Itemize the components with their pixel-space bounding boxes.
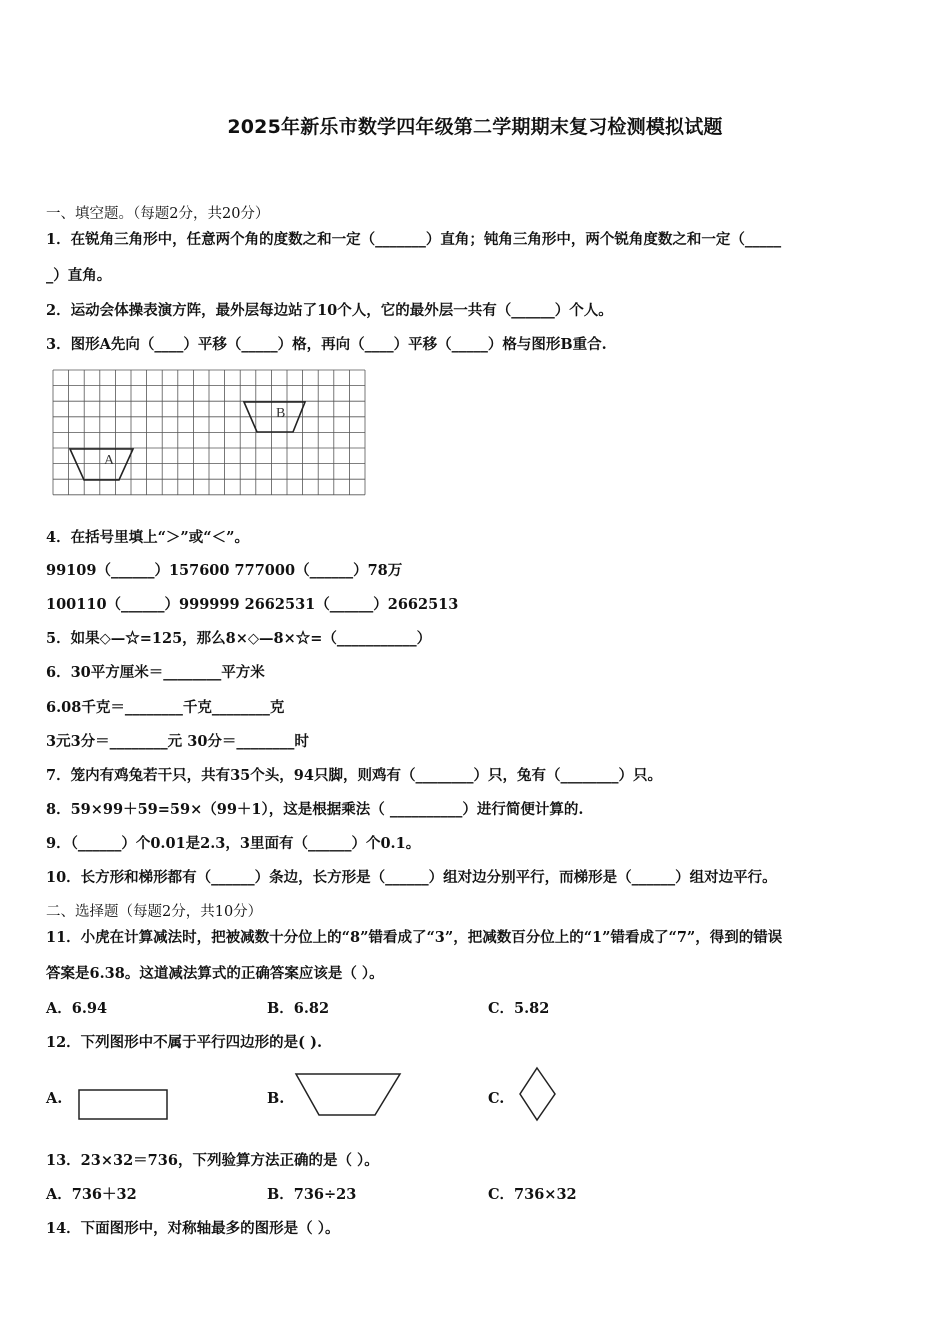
rhombus-shape — [518, 1066, 558, 1122]
question-11-option-c[interactable]: C．5.82 — [488, 1000, 550, 1017]
question-6-row-3: 3元3分＝________元 30分＝________时 — [46, 733, 309, 750]
section-fill-heading: 一、填空题。（每题2分，共20分） — [46, 206, 270, 222]
question-4-row-1: 99109（______）157600 777000（______）78万 — [46, 562, 403, 579]
question-13-option-a[interactable]: A．736＋32 — [46, 1186, 137, 1203]
question-6-row-1: 6．30平方厘米＝________平方米 — [46, 664, 265, 681]
question-13-option-b[interactable]: B．736÷23 — [267, 1186, 357, 1203]
question-13-option-c[interactable]: C．736×32 — [488, 1186, 577, 1203]
question-1-line-1: 1．在锐角三角形中，任意两个角的度数之和一定（_______）直角；钝角三角形中，两个锐角度数之和一定（_____ — [46, 231, 782, 248]
rectangle-shape — [78, 1089, 170, 1121]
question-2: 2．运动会体操表演方阵，最外层每边站了10个人，它的最外层一共有（______）个人。 — [46, 302, 613, 319]
question-8: 8．59×99＋59=59×（99＋1），这是根据乘法（ __________）进行简便计算的. — [46, 801, 584, 818]
question-9: 9．（______）个0.01是2.3，3里面有（______）个0.1。 — [46, 835, 421, 852]
question-7: 7．笼内有鸡兔若干只，共有35个头，94只脚，则鸡有（________）只，兔有（________）只。 — [46, 767, 662, 784]
question-12-option-a[interactable]: A. — [46, 1090, 63, 1107]
question-11-line-2: 答案是6.38。这道减法算式的正确答案应该是（ ）。 — [46, 965, 384, 982]
question-10: 10．长方形和梯形都有（______）条边，长方形是（______）组对边分别平行，而梯形是（______）组对边平行。 — [46, 869, 777, 886]
question-12-option-c[interactable]: C. — [488, 1090, 505, 1107]
question-12-option-b[interactable]: B. — [267, 1090, 285, 1107]
trapezoid-shape — [294, 1072, 404, 1118]
question-13-prompt: 13．23×32＝736，下列验算方法正确的是（ ）。 — [46, 1152, 379, 1169]
question-4-prompt: 4．在括号里填上“＞”或“＜”。 — [46, 529, 249, 546]
question-1-line-2: _）直角。 — [46, 267, 112, 284]
question-4-row-2: 100110（______）999999 2662531（______）2662513 — [46, 596, 459, 613]
question-11-option-b[interactable]: B．6.82 — [267, 1000, 330, 1017]
page-title: 2025年新乐市数学四年级第二学期期末复习检测模拟试题 — [227, 116, 723, 138]
question-12-prompt: 12．下列图形中不属于平行四边形的是( ). — [46, 1034, 322, 1051]
question-11-line-1: 11．小虎在计算减法时，把被减数十分位上的“8”错看成了“3”，把减数百分位上的“1”错看成了“7”，得到的错误 — [46, 929, 783, 946]
question-11-option-a[interactable]: A．6.94 — [46, 1000, 108, 1017]
grid-figure — [52, 369, 370, 499]
section-choice-heading: 二、选择题（每题2分，共10分） — [46, 904, 263, 920]
question-14: 14．下面图形中，对称轴最多的图形是（ ）。 — [46, 1220, 340, 1237]
question-5: 5．如果◇—☆=125，那么8×◇—8×☆=（___________） — [46, 630, 432, 647]
shape-a-label: A — [104, 453, 115, 468]
question-6-row-2: 6.08千克＝________千克________克 — [46, 699, 285, 716]
shape-a-trapezoid — [70, 449, 133, 480]
shape-b-label: B — [276, 406, 286, 421]
question-3: 3．图形A先向（____）平移（_____）格，再向（____）平移（_____）格与图形B重合. — [46, 336, 607, 353]
